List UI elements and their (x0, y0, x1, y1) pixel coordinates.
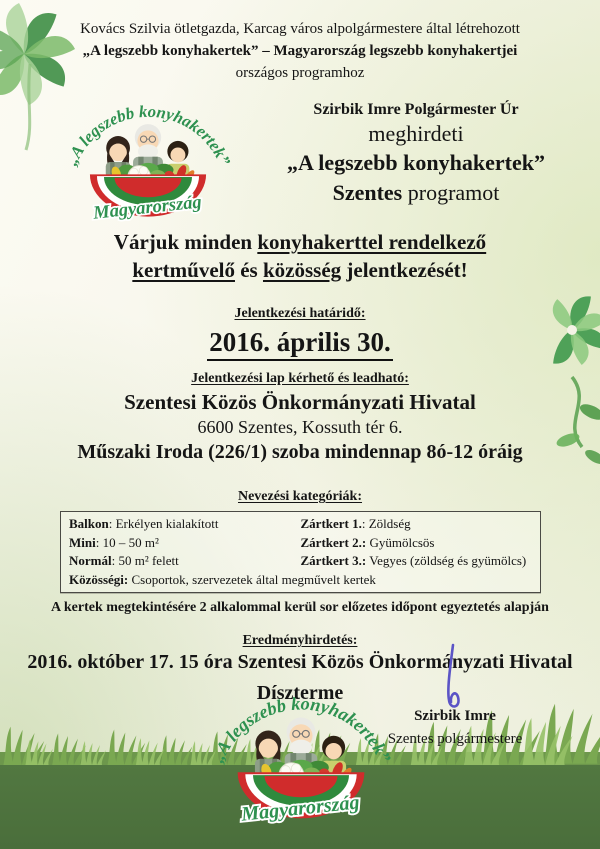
deadline-label: Jelentkezési határidő: (234, 306, 366, 321)
header-block (0, 18, 600, 84)
call-to-apply: Várjuk minden konyhakerttel rendelkező kertművelő és közösség jelentkezését! (113, 230, 487, 282)
results-section (0, 631, 600, 649)
program-title-line: „A legszebb konyhakertek” (287, 150, 545, 175)
category-community: Közösségi: Csoportok, szervezetek által megművelt kertek (69, 571, 376, 587)
category-zartkert2: Zártkert 2.: Gyümölcsös (300, 534, 435, 550)
application-section (0, 371, 600, 465)
results-date-place: 2016. október 17. 15 óra Szentesi Közös Önkormányzati Hivatal (27, 651, 573, 673)
categories-section (0, 487, 600, 505)
program-logo-top (60, 88, 236, 229)
signer-title: Szentes polgármestere (387, 731, 523, 747)
category-zartkert3: Zártkert 3.: Vegyes (zöldség és gyümölcs) (300, 553, 527, 568)
header-line-program: „A legszebb konyhakertek” – Magyarország legszebb konyhakertjei (82, 43, 518, 59)
categories-label: Nevezési kategóriák: (237, 489, 363, 504)
visit-note: A kertek megtekintésére 2 alkalommal kerül sor előzetes időpont egyeztetés alapján (51, 600, 549, 615)
category-balkon: Balkon: Erkélyen kialakított (69, 516, 219, 531)
office-name: Szentesi Közös Önkormányzati Hivatal (124, 390, 476, 414)
signer-name: Szirbik Imre (414, 708, 496, 724)
results-hall: Díszterme (256, 682, 344, 704)
office-address: 6600 Szentes, Kossuth tér 6. (197, 417, 403, 437)
announcement-block (236, 99, 596, 208)
results-label: Eredményhirdetés: (242, 633, 358, 648)
deadline-date: 2016. április 30. (207, 325, 393, 361)
office-hours: Műszaki Iroda (226/1) szoba mindennap 8ó-12 óráig (77, 441, 523, 463)
announces-line: meghirdeti (368, 121, 464, 146)
deadline-section (0, 306, 600, 361)
categories-table (60, 511, 541, 593)
handwritten-signature (437, 642, 473, 718)
header-line-national: országos programhoz (235, 65, 365, 81)
city-program-line: Szentes programot (332, 180, 500, 205)
mayor-name-line: Szirbik Imre Polgármester Úr (313, 101, 519, 118)
application-label: Jelentkezési lap kérhető és leadható: (191, 371, 409, 386)
category-normal: Normál: 50 m² felett (69, 553, 179, 568)
category-zartkert1: Zártkert 1.: Zöldség (300, 516, 411, 531)
header-line-creator: Kovács Szilvia ötletgazda, Karcag város alpolgármestere által létrehozott (80, 21, 520, 37)
category-mini: Mini: 10 – 50 m² (69, 534, 159, 550)
